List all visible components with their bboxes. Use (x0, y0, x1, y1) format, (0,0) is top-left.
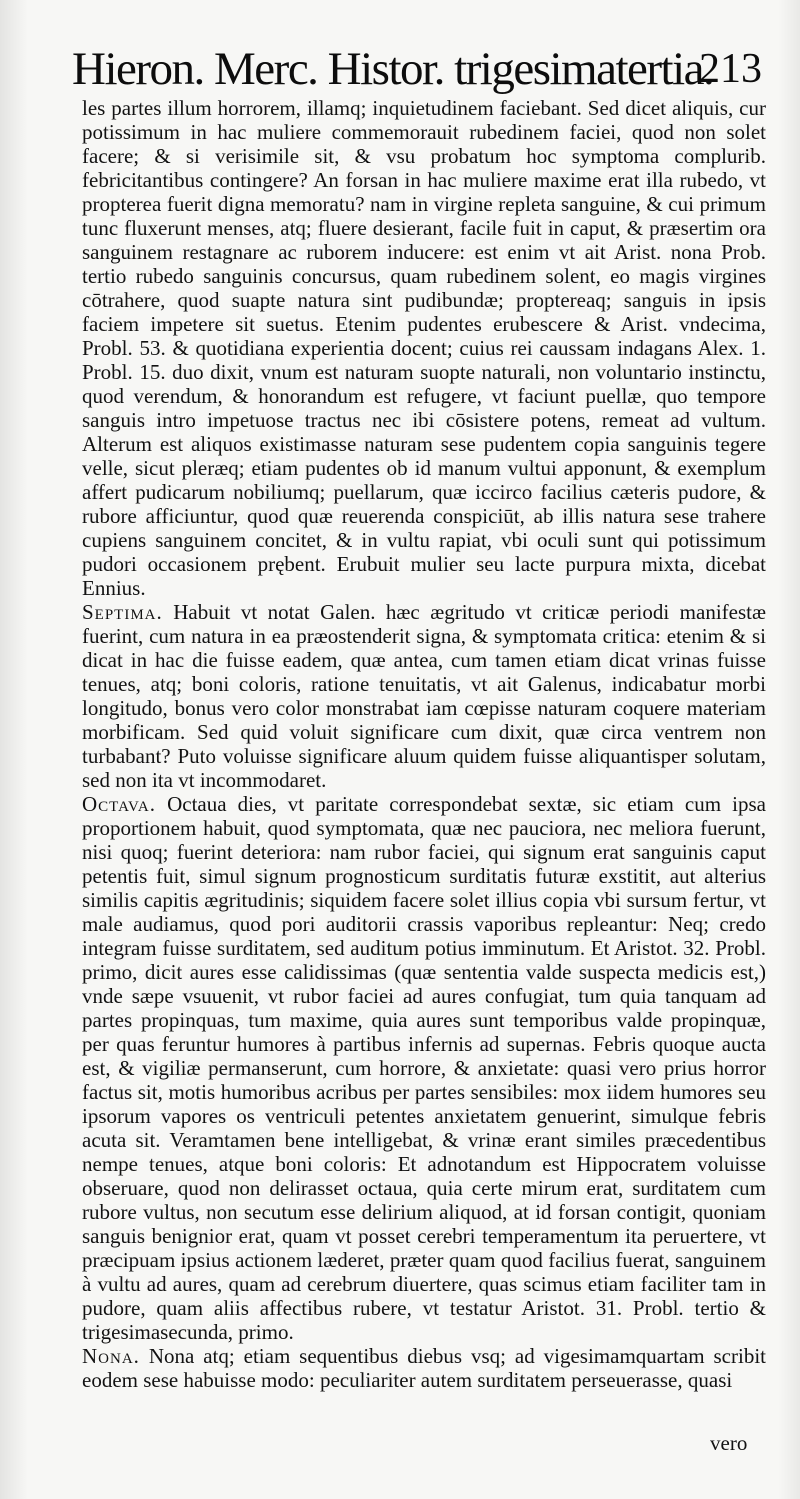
paragraph-text: les partes illum horrorem, illamq; inquietudinem faciebant. Sed dicet aliquis, cur potissimum in hac muliere commemorauit rubedinem faciei, quod non solet facere; & si verisimile sit, & vsu probatum hoc symptoma complurib. febricitantibus contingere? An forsan in hac muliere maxime erat illa rubedo, vt propterea fuerit digna memoratu? nam in virgine repleta sanguine, & cui primum tunc fluxerunt menses, atq; fluere desierant, facile fuit in caput, & præsertim ora sanguinem restagnare ac ruborem inducere: est enim vt ait Arist. nona Prob. tertio rubedo sanguinis concursus, quam rubedinem solent, eo magis virgines cōtrahere, quod suapte natura sint pudibundæ; proptereaq; sanguis in ipsis faciem impetere sit suetus. Etenim pudentes erubescere & Arist. vndecima, Probl. 53. & quotidiana experientia docent; cuius rei caussam indagans Alex. 1. Probl. 15. duo dixit, vnum est naturam suopte naturali, non voluntario instinctu, quod verendum, & honorandum est refugere, vt faciunt puellæ, quo tempore sanguis intro impetuose tractus nec ibi cōsistere potens, remeat ad vultum. Alterum est aliquos existimasse naturam sese pudentem copia sanguinis tegere velle, sicut pleræq; etiam pudentes ob id manum vultui apponunt, & exemplum affert pudicarum nobiliumq; puellarum, quæ iccirco facilius cæteris pudore, & rubore afficiuntur, quod quæ reuerenda conspiciūt, ab illis natura sese trahere cupiens sanguinem concitet, & in vultu rapiat, vbi oculi sunt qui potissimum pudori occasionem prębent. Erubuit mulier seu lacte purpura mixta, dicebat Ennius. (82, 96, 766, 600)
gutter-shadow (0, 0, 28, 1499)
page-number: 213 (699, 46, 762, 92)
section-lead-nona: Nona. (82, 1344, 140, 1368)
paragraph-octava (82, 792, 766, 1344)
paragraph-continuation (82, 96, 766, 600)
paragraph-text: Habuit vt notat Galen. hæc ægritudo vt criticæ periodi manifestæ fuerint, cum natura in ea præostenderit signa, & symptomata critica: etenim & si dicat in hac die fuisse eadem, quæ antea, cum tamen etiam dicat vrinas fuisse tenues, atq; boni coloris, ratione tenuitatis, vt ait Galenus, indicabatur morbi longitudo, bonus vero color monstrabat iam cœpisse naturam coquere materiam morbificam. Sed quid voluit significare cum dixit, quæ circa ventrem non turbabant? Puto voluisse significare aluum quidem fuisse aliquantisper solutam, sed non ita vt incommodaret. (82, 600, 766, 792)
main-text-block (82, 96, 766, 1392)
running-head (72, 40, 762, 98)
section-lead-octava: Octava. (82, 792, 157, 816)
paragraph-septima (82, 600, 766, 792)
page-edge-shadow (778, 0, 800, 1499)
paragraph-text: Octaua dies, vt paritate correspondebat sextæ, sic etiam cum ipsa proportionem habuit, quod symptomata, quæ nec pauciora, nec meliora fuerunt, nisi quoq; fuerint deteriora: nam rubor faciei, qui signum erat sanguinis caput petentis fuit, simul signum prognosticum surditatis futuræ exstitit, aut alterius similis capitis ægritudinis; siquidem facere solet illius copia vbi sursum fertur, vt male audiamus, quod pori auditorii crassis vaporibus repleantur: Neq; credo integram fuisse surditatem, sed auditum potius imminutum. Et Aristot. 32. Probl. primo, dicit aures esse calidissimas (quæ sententia valde suspecta medicis est,) vnde sæpe vsuuenit, vt rubor faciei ad aures confugiat, tum quia tanquam ad partes propinquas, tum maxime, quia aures sunt temporibus valde propinquæ, per quas feruntur humores à partibus infernis ad supernas. Febris quoque aucta est, & vigiliæ permanserunt, cum horrore, & anxietate: quasi vero prius horror factus sit, motis humoribus acribus per partes sensibiles: mox iidem humores seu ipsorum vapores os ventriculi petentes anxietatem genuerint, simulque febris acuta sit. Veramtamen bene intelligebat, & vrinæ erant similes præcedentibus nempe tenues, atque boni coloris: Et adnotandum est Hippocratem voluisse obseruare, quod non delirasset octaua, quia certe mirum erat, surditatem cum rubore vultus, non secutum esse delirium aliquod, at id forsan contigit, quoniam sanguis benignior erat, quam vt posset cerebri temperamentum ita peruertere, vt præcipuam ipsius actionem læderet, præter quam quod facilius fuerat, sanguinem à vultu ad aures, quam ad cerebrum diuertere, quas scimus etiam faciliter tam in pudore, quam aliis affectibus rubere, vt testatur Aristot. 31. Probl. tertio & trigesimasecunda, primo. (82, 792, 766, 1344)
paragraph-text: Nona atq; etiam sequentibus diebus vsq; ad vigesimamquartam scribit eodem sese habuisse modo: peculiariter autem surditatem perseuerasse, quasi (82, 1344, 766, 1392)
catchword: vero (710, 1431, 748, 1455)
page-title: Hieron. Merc. Histor. trigesimatertia. (72, 43, 714, 95)
paragraph-nona (82, 1344, 766, 1392)
section-lead-septima: Septima. (82, 600, 163, 624)
